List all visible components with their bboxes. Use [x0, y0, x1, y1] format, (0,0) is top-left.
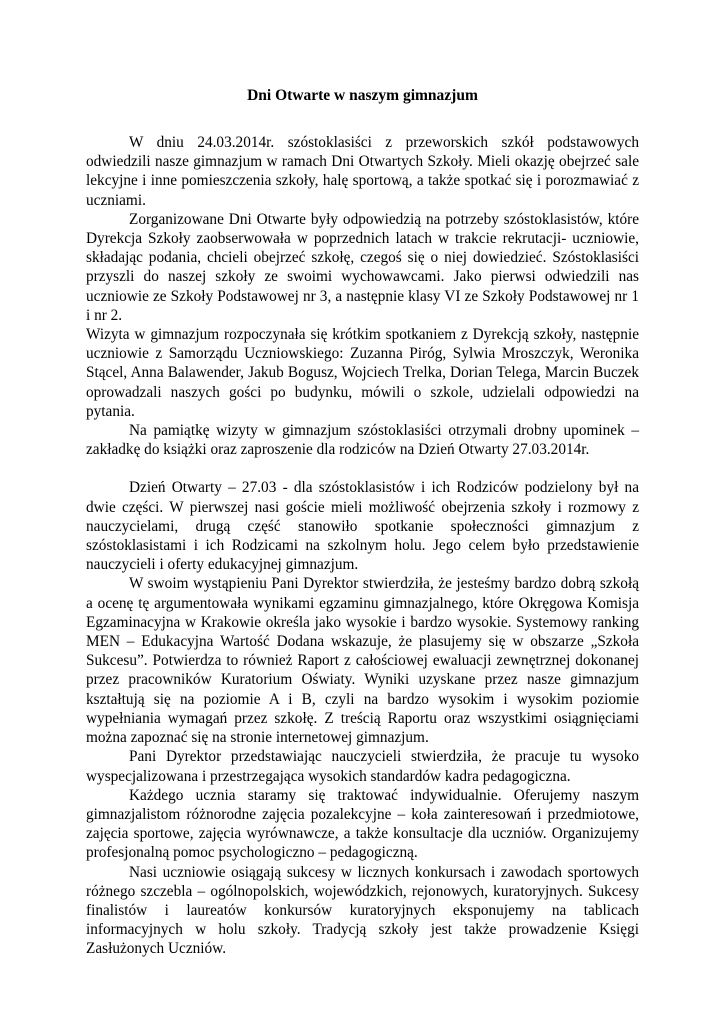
paragraph-organization: Zorganizowane Dni Otwarte były odpowiedzią na potrzeby szóstoklasistów, które Dyrekcja Szkoły zaobserwowała w poprzednich latach w trakcie rekrutacji- uczniowie, składając podania, chcieli obejrzeć szkołę, czegoś się o niej dowiedzieć. Szóstoklasiści przyszli do naszej szkoły ze swoimi wychowawcami. Jako pierwsi odwiedzili nas uczniowie ze Szkoły Podstawowej nr 3, a następnie klasy VI ze Szkoły Podstawowej nr 1 i nr 2.: [86, 210, 639, 324]
document-body: [86, 133, 639, 959]
paragraph-director-speech: W swoim wystąpieniu Pani Dyrektor stwierdziła, że jesteśmy bardzo dobrą szkołą a ocenę tę argumentowała wynikami egzaminu gimnazjalnego, które Okręgowa Komisja Egzaminacyjna w Krakowie określa jako wysokie i bardzo wysokie. Systemowy ranking MEN – Edukacyjna Wartość Dodana wskazuje, że plasujemy się w obszarze „Szkoła Sukcesu”. Potwierdza to również Raport z całościowej ewaluacji zewnętrznej dokonanej przez pracowników Kuratorium Oświaty. Wyniki uzyskane przez nasze gimnazjum kształtują się na poziomie A i B, czyli na bardzo wysokim i wysokim poziomie wypełniania wymagań przez szkołę. Z treścią Raportu oraz wszystkimi osiągnięciami można zapoznać się na stronie internetowej gimnazjum.: [86, 575, 639, 747]
document-title: Dni Otwarte w naszym gimnazjum: [247, 87, 478, 104]
paragraph-open-day: Dzień Otwarty – 27.03 - dla szóstoklasistów i ich Rodziców podzielony był na dwie części. W pierwszej nasi goście mieli możliwość obejrzenia szkoły i rozmowy z nauczycielami, drugą część stanowiło spotkanie społeczności gimnazjum z szóstoklasistami i ich Rodzicami na szkolnym holu. Jego celem było przedstawienie nauczycieli i oferty edukacyjnej gimnazjum.: [86, 479, 639, 574]
paragraph-visit: Wizyta w gimnazjum rozpoczynała się krótkim spotkaniem z Dyrekcją szkoły, następnie uczniowie z Samorządu Uczniowskiego: Zuzanna Piróg, Sylwia Mroszczyk, Weronika Stącel, Anna Balawender, Jakub Bogusz, Wojciech Trelka, Dorian Telega, Marcin Buczek oprowadzali naszych gości po budynku, mówili o szkole, udzielali odpowiedzi na pytania.: [86, 326, 639, 420]
paragraph-souvenir: Na pamiątkę wizyty w gimnazjum szóstoklasiści otrzymali drobny upominek – zakładkę do książki oraz zaproszenie dla rodziców na Dzień Otwarty 27.03.2014r.: [86, 422, 639, 459]
paragraph-activities: Każdego ucznia staramy się traktować indywidualnie. Oferujemy naszym gimnazjalistom różnorodne zajęcia pozalekcyjne – koła zainteresowań i przedmiotowe, zajęcia sportowe, zajęcia wyrównawcze, a także konsultacje dla uczniów. Organizujemy profesjonalną pomoc psychologiczno – pedagogiczną.: [86, 786, 639, 862]
paragraph-achievements: Nasi uczniowie osiągają sukcesy w licznych konkursach i zawodach sportowych różnego szczebla – ogólnopolskich, wojewódzkich, rejonowych, kuratoryjnych. Sukcesy finalistów i laureatów konkursów kuratoryjnych eksponujemy na tablicach informacyjnych w holu szkoły. Tradycją szkoły jest także prowadzenie Księgi Zasłużonych Uczniów.: [86, 863, 639, 958]
paragraph-teachers: Pani Dyrektor przedstawiając nauczycieli stwierdziła, że pracuje tu wysoko wyspecjalizowana i przestrzegająca wysokich standardów kadra pedagogiczna.: [86, 748, 639, 785]
paragraph-intro: W dniu 24.03.2014r. szóstoklasiści z przeworskich szkół podstawowych odwiedzili nasze gimnazjum w ramach Dni Otwartych Szkoły. Mieli okazję obejrzeć sale lekcyjne i inne pomieszczenia szkoły, halę sportową, a także spotkać się i porozmawiać z uczniami.: [86, 134, 639, 209]
